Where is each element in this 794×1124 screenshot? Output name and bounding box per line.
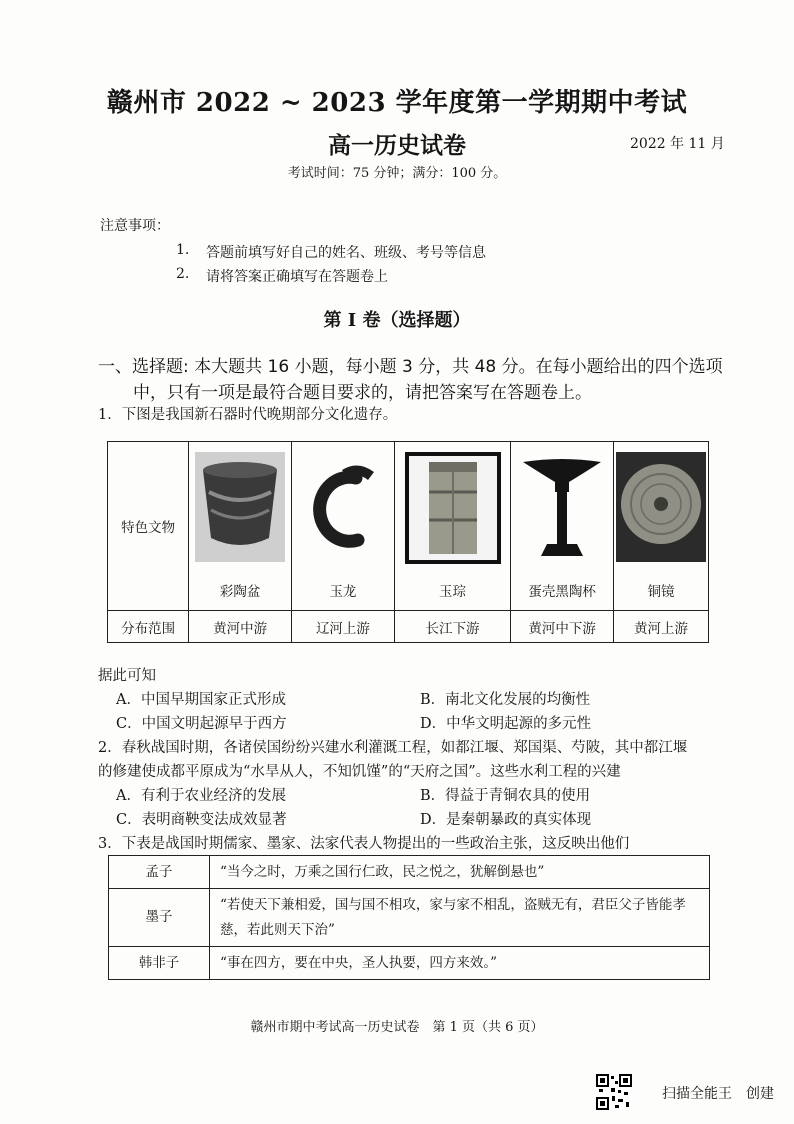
philosopher-name: 孟子 <box>109 856 210 889</box>
artifact-cell <box>189 442 292 611</box>
philosopher-quote: “当今之时，万乘之国行仁政，民之悦之，犹解倒悬也” <box>210 856 710 889</box>
pottery-basin-icon <box>195 452 285 566</box>
exam-title: 赣州市 2022 ~ 2023 学年度第一学期期中考试 <box>106 88 688 118</box>
artifact-name: 蛋壳黑陶杯 <box>528 584 596 600</box>
exam-info: 考试时间：75 分钟；满分：100 分。 <box>287 166 507 181</box>
notice-item-number: 2. <box>176 266 190 282</box>
table-row <box>109 889 710 947</box>
artifact-region: 黄河中下游 <box>511 611 614 643</box>
question-2-line-1: 2．春秋战国时期，各诸侯国纷纷兴建水利灌溉工程，如都江堰、郑国渠、芍陂，其中都江堰 <box>98 740 688 756</box>
artifact-name: 彩陶盆 <box>219 584 261 600</box>
table-row <box>109 946 710 979</box>
artifact-region: 长江下游 <box>394 611 510 643</box>
philosophers-table <box>108 855 710 980</box>
instructions-line-2: 中，只有一项是最符合题目要求的，请把答案写在答题卷上。 <box>133 383 592 403</box>
philosopher-name: 墨子 <box>109 889 210 947</box>
artifact-cell <box>511 442 614 611</box>
option-d: D．是秦朝暴政的真实体现 <box>420 812 592 828</box>
option-a: A．中国早期国家正式形成 <box>116 692 286 708</box>
qr-code-icon <box>596 1074 632 1110</box>
artifact-name: 玉龙 <box>329 584 357 600</box>
exam-subtitle: 高一历史试卷 <box>328 132 466 159</box>
notice-item-number: 1. <box>176 242 190 258</box>
black-pottery-cup-icon <box>517 452 607 568</box>
artifact-region: 黄河上游 <box>614 611 709 643</box>
option-a: A．有利于农业经济的发展 <box>116 788 286 804</box>
artifact-region: 辽河上游 <box>292 611 395 643</box>
question-1-lead: 据此可知 <box>98 668 156 684</box>
option-c: C．中国文明起源早于西方 <box>116 716 287 732</box>
instructions-line-1: 一、选择题: 本大题共 16 小题，每小题 3 分，共 48 分。在每小题给出的四个选项 <box>98 357 723 377</box>
question-3-stem: 3．下表是战国时期儒家、墨家、法家代表人物提出的一些政治主张，这反映出他们 <box>98 836 630 852</box>
artifact-name: 玉琮 <box>439 584 467 600</box>
row-label-distribution: 分布范围 <box>108 611 189 643</box>
philosopher-quote: “事在四方，要在中央，圣人执要，四方来效。” <box>210 946 710 979</box>
artifact-cell <box>394 442 510 611</box>
artifact-name: 铜镜 <box>647 584 675 600</box>
jade-cong-icon <box>405 452 501 568</box>
question-2-line-2: 的修建使成都平原成为“水旱从人，不知饥馑”的“天府之国”。这些水利工程的兴建 <box>98 764 621 780</box>
bronze-mirror-icon <box>616 452 706 566</box>
scanner-watermark: 扫描全能王 创建 <box>662 1086 774 1102</box>
artifact-cell <box>614 442 709 611</box>
option-c: C．表明商鞅变法成效显著 <box>116 812 287 828</box>
table-row <box>109 856 710 889</box>
option-b: B．南北文化发展的均衡性 <box>420 692 591 708</box>
artifact-cell <box>292 442 395 611</box>
row-label-artifacts: 特色文物 <box>108 442 189 611</box>
option-d: D．中华文明起源的多元性 <box>420 716 592 732</box>
jade-dragon-icon <box>298 452 388 566</box>
question-1-stem: 1．下图是我国新石器时代晚期部分文化遗存。 <box>98 407 398 423</box>
notice-item-text: 请将答案正确填写在答题卷上 <box>206 269 388 285</box>
notice-item-text: 答题前填写好自己的姓名、班级、考号等信息 <box>206 245 486 261</box>
philosopher-quote: “若使天下兼相爱，国与国不相攻，家与家不相乱，盗贼无有，君臣父子皆能孝慈，若此则天下治” <box>210 889 710 947</box>
philosopher-name: 韩非子 <box>109 946 210 979</box>
option-b: B．得益于青铜农具的使用 <box>420 788 591 804</box>
artifact-table <box>107 441 709 643</box>
section-title: 第 I 卷（选择题） <box>323 310 471 331</box>
artifact-region: 黄河中游 <box>189 611 292 643</box>
notice-heading: 注意事项： <box>100 218 170 234</box>
page-footer: 赣州市期中考试高一历史试卷 第 1 页（共 6 页） <box>250 1020 544 1035</box>
exam-date: 2022 年 11 月 <box>630 136 725 152</box>
